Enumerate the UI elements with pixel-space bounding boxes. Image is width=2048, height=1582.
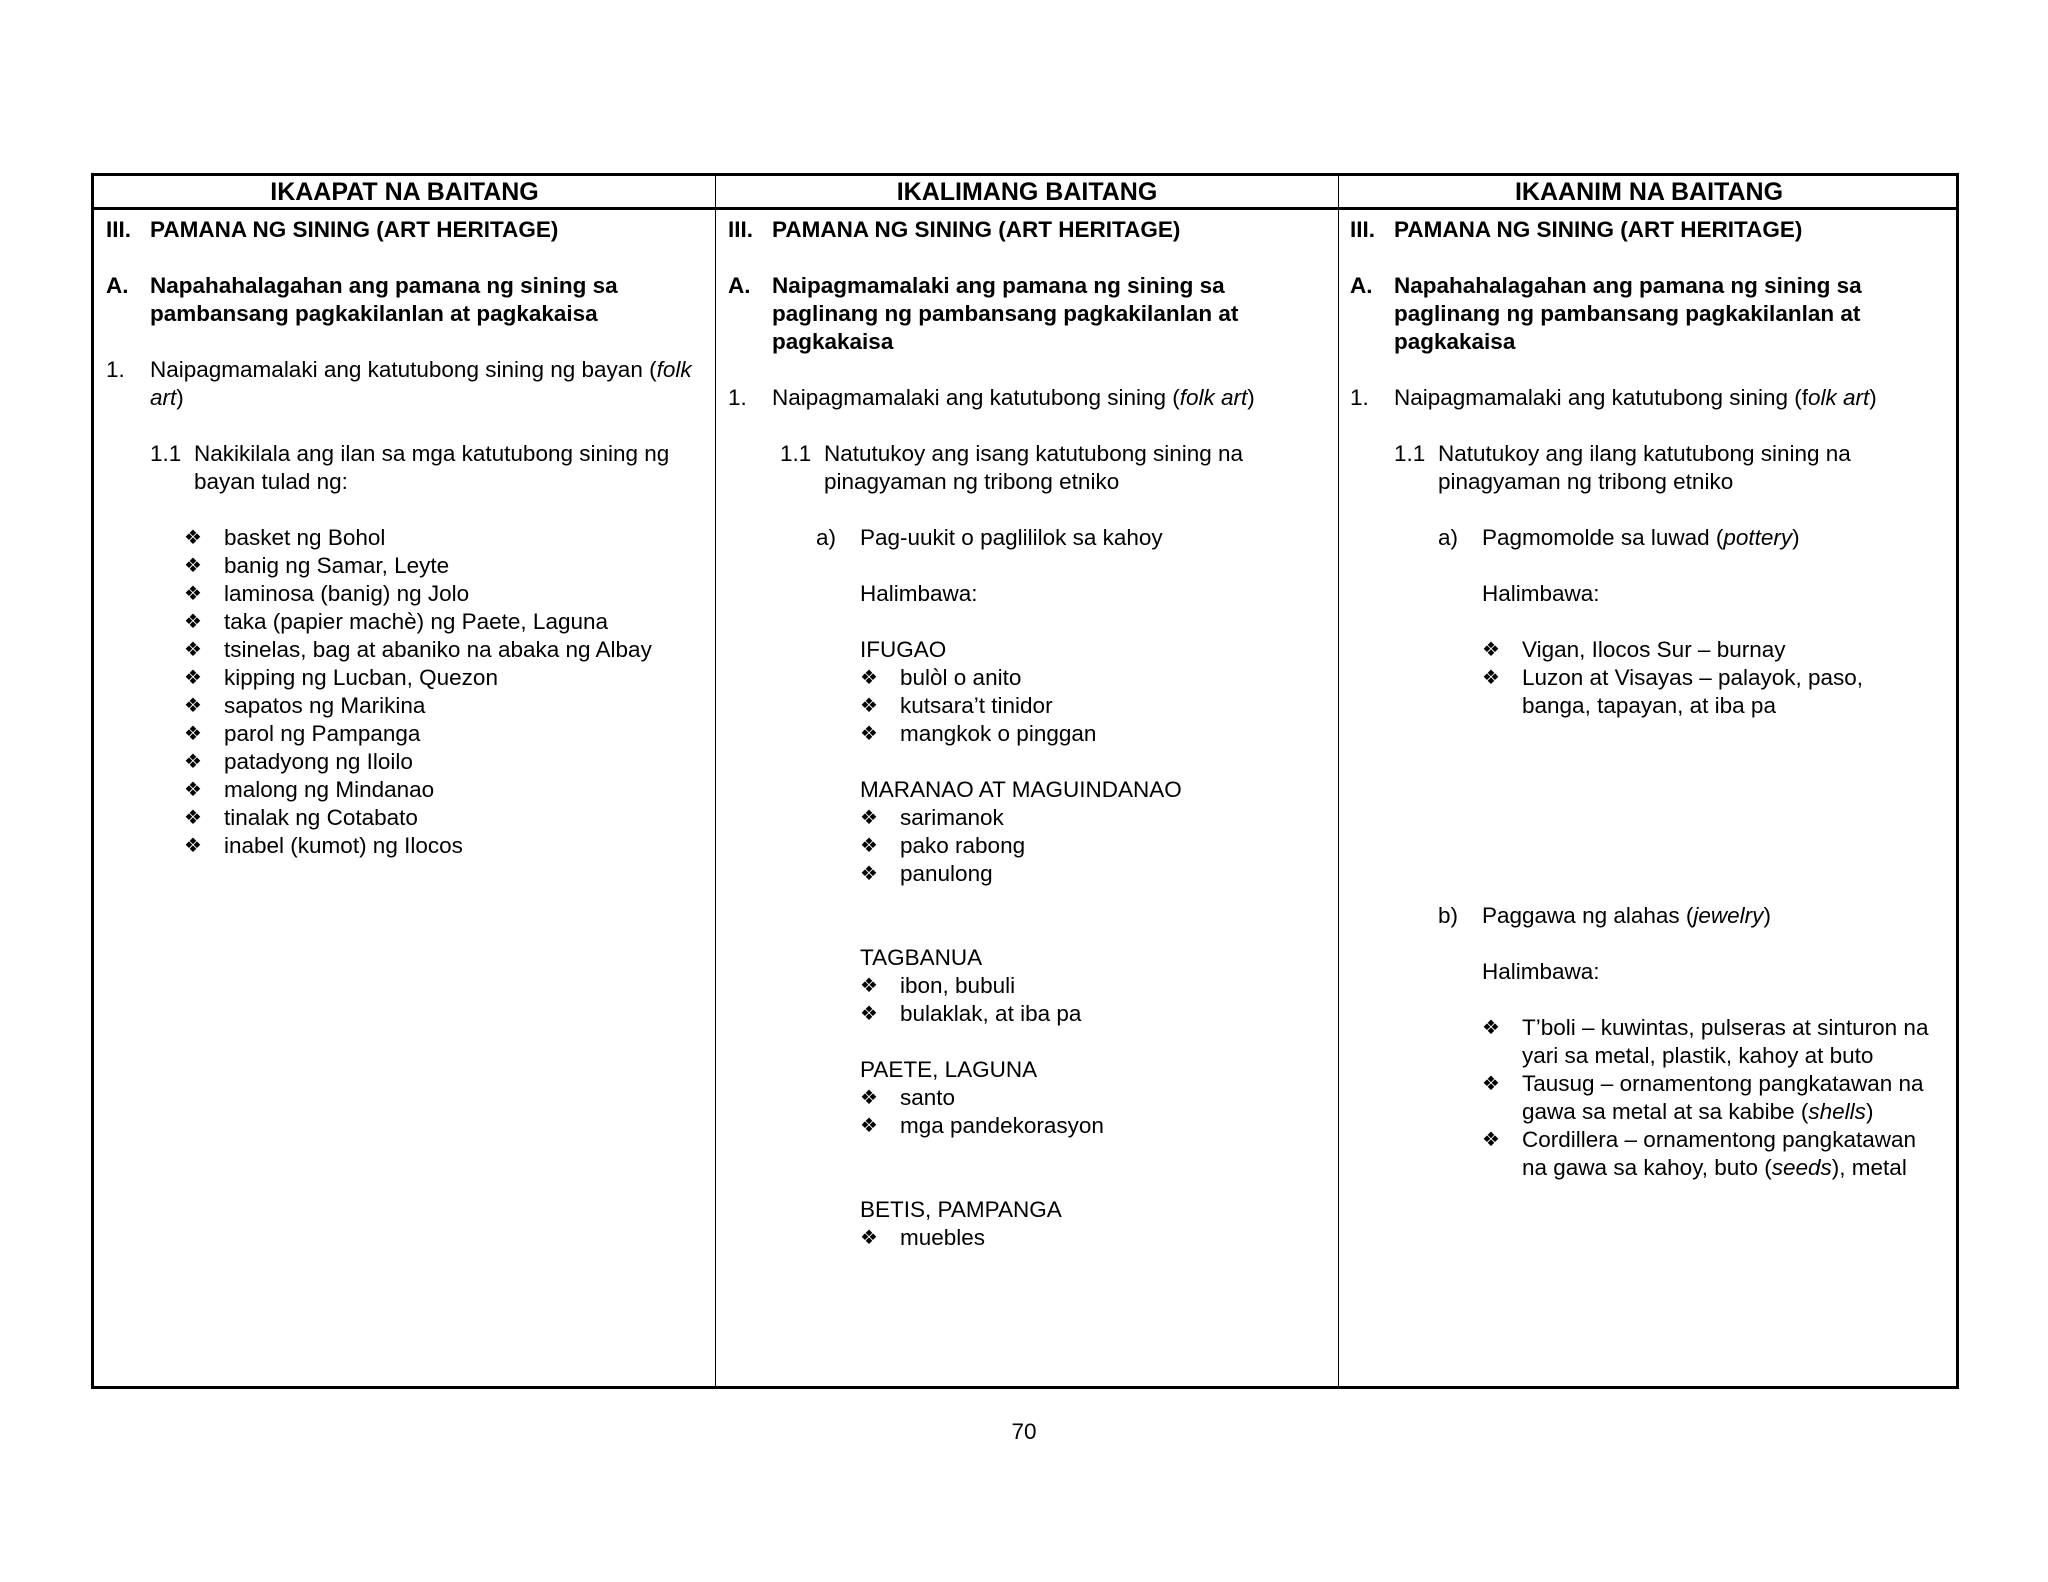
page-number: 70 [1011,1419,1037,1444]
list-item-text: bulòl o anito [900,665,1022,690]
list-item-em: seeds [1771,1155,1832,1180]
four-diamond-bullet-icon: ❖ [184,555,202,577]
list-item-text: Vigan, Ilocos Sur – burnay [1522,637,1786,662]
tribe-groups [860,636,1328,1252]
section-heading [728,216,1328,244]
grade-5-column [728,216,1328,1252]
list-item-text: parol ng Pampanga [224,721,421,746]
subitem-a-text: Pagmomolde sa luwad ( [1482,525,1724,550]
list-item-text: santo [900,1085,956,1110]
subitem-number: 1.1 [1394,441,1426,466]
four-diamond-bullet-icon: ❖ [860,975,878,997]
four-diamond-bullet-icon: ❖ [1482,1073,1500,1095]
four-diamond-bullet-icon: ❖ [860,807,878,829]
group-title: TAGBANUA [860,945,983,970]
list-item-text: sapatos ng Marikina [224,693,426,718]
objective-a [106,272,706,328]
list-item-text: panulong [900,861,993,886]
list-item [184,804,706,832]
subitem-letter: a) [816,525,837,550]
four-diamond-bullet-icon: ❖ [860,863,878,885]
example-label: Halimbawa: [1482,959,1600,984]
section-heading [1350,216,1950,244]
list-item [184,748,706,776]
curriculum-table [91,173,1959,1389]
item-text-end: ) [1869,385,1877,410]
list-item [860,860,1328,888]
list-item [184,636,706,664]
list-item [860,972,1328,1000]
example-label: Halimbawa: [1482,581,1600,606]
list-item [860,692,1328,720]
subitem-a-em: pottery [1723,525,1793,550]
four-diamond-bullet-icon: ❖ [860,1087,878,1109]
four-diamond-bullet-icon: ❖ [1482,1017,1500,1039]
objective-a [1350,272,1950,356]
section-number: III. [728,217,754,242]
item-text-em: folk art [150,357,692,410]
section-title: PAMANA NG SINING (ART HERITAGE) [772,217,1181,242]
subitem-text: Natutukoy ang ilang katutubong sining na pinagyaman ng tribong etniko [1438,441,1851,494]
item-text: Naipagmamalaki ang katutubong sining ng bayan ( [150,357,657,382]
header-grade-6: IKAANIM NA BAITANG [1514,178,1784,206]
list-item-text: taka (papier machè) ng Paete, Laguna [224,609,609,634]
four-diamond-bullet-icon: ❖ [860,1115,878,1137]
four-diamond-bullet-icon: ❖ [184,527,202,549]
four-diamond-bullet-icon: ❖ [860,667,878,689]
section-heading [106,216,706,244]
objective-text: Naipagmamalaki ang pamana ng sining sa paglinang ng pambansang pagkakilanlan at pagkakaisa [772,273,1239,354]
four-diamond-bullet-icon: ❖ [1482,1129,1500,1151]
four-diamond-bullet-icon: ❖ [184,695,202,717]
four-diamond-bullet-icon: ❖ [184,611,202,633]
subitem-b-text: Paggawa ng alahas ( [1482,903,1694,928]
section-number: III. [106,217,132,242]
item-text-end: ) [1247,385,1255,410]
four-diamond-bullet-icon: ❖ [184,667,202,689]
list-item-end: ) [1865,1099,1874,1124]
list-item [860,832,1328,860]
subitem-number: 1.1 [150,441,182,466]
subitem-text: Nakikilala ang ilan sa mga katutubong sining ng bayan tulad ng: [194,441,670,494]
list-item-text: Tausug – ornamentong pangkatawan na gawa sa metal at sa kabibe ( [1522,1071,1924,1124]
list-item-text: Cordillera – ornamentong pangkatawan na gawa sa kahoy, buto ( [1522,1127,1917,1180]
list-item [184,552,706,580]
section-number: III. [1350,217,1376,242]
list-item [184,524,706,552]
list-item-text: mga pandekorasyon [900,1113,1104,1138]
list-item-text: muebles [900,1225,986,1250]
four-diamond-bullet-icon: ❖ [184,779,202,801]
four-diamond-bullet-icon: ❖ [860,835,878,857]
list-item [1482,1126,1942,1182]
group-title: IFUGAO [860,637,947,662]
list-item-text: banig ng Samar, Leyte [224,553,450,578]
list-item [184,776,706,804]
four-diamond-bullet-icon: ❖ [184,639,202,661]
list-item-text: ibon, bubuli [900,973,1016,998]
four-diamond-bullet-icon: ❖ [1482,667,1500,689]
four-diamond-bullet-icon: ❖ [184,835,202,857]
grade-6-column [1350,216,1950,1182]
subitem-letter: a) [1438,525,1459,550]
objective-a [728,272,1328,356]
section-title: PAMANA NG SINING (ART HERITAGE) [1394,217,1803,242]
four-diamond-bullet-icon: ❖ [860,1227,878,1249]
subitem-text: Natutukoy ang isang katutubong sining na pinagyaman ng tribong etniko [824,441,1244,494]
list-item-text: Luzon at Visayas – palayok, paso, banga, tapayan, at iba pa [1522,665,1864,718]
subitem-number: 1.1 [780,441,812,466]
objective-letter: A. [106,273,129,298]
header-grade-5: IKALIMANG BAITANG [896,178,1158,206]
four-diamond-bullet-icon: ❖ [860,723,878,745]
four-diamond-bullet-icon: ❖ [184,751,202,773]
list-item [184,664,706,692]
list-item-text: T’boli – kuwintas, pulseras at sinturon na yari sa metal, plastik, kahoy at buto [1522,1015,1929,1068]
list-item-text: basket ng Bohol [224,525,386,550]
item-number: 1. [728,385,747,410]
list-item [860,1112,1328,1140]
list-item-text: laminosa (banig) ng Jolo [224,581,470,606]
group-title: BETIS, PAMPANGA [860,1197,1062,1222]
subitem-b-end: ) [1763,903,1771,928]
list-item-text: patadyong ng Iloilo [224,749,413,774]
list-item [1482,1014,1942,1070]
list-item-text: sarimanok [900,805,1004,830]
four-diamond-bullet-icon: ❖ [860,1003,878,1025]
subitem-1-1 [780,440,1328,496]
list-item [184,720,706,748]
four-diamond-bullet-icon: ❖ [184,807,202,829]
item-number: 1. [106,357,125,382]
subitem-b-em: jewelry [1693,903,1764,928]
list-item [860,720,1328,748]
list-item [860,664,1328,692]
item-text-em: olk art [1808,385,1870,410]
list-item-text: kutsara’t tinidor [900,693,1053,718]
subitem-letter: b) [1438,903,1459,928]
column-divider [1338,176,1339,1386]
item-text: Naipagmamalaki ang katutubong sining ( [772,385,1180,410]
jewelry-examples [1482,1014,1942,1182]
list-item-text: pako rabong [900,833,1026,858]
column-divider [715,176,716,1386]
table-header-row [94,176,1956,210]
list-item [1482,636,1922,664]
group-title: MARANAO AT MAGUINDANAO [860,777,1182,802]
list-item [860,804,1328,832]
list-item [1482,1070,1942,1126]
list-item [184,692,706,720]
list-item [1482,664,1922,720]
list-item-em: shells [1808,1099,1866,1124]
four-diamond-bullet-icon: ❖ [1482,639,1500,661]
list-item [184,832,706,860]
four-diamond-bullet-icon: ❖ [184,723,202,745]
section-title: PAMANA NG SINING (ART HERITAGE) [150,217,559,242]
objective-letter: A. [1350,273,1373,298]
folk-art-list [184,524,706,860]
item-text-em: folk art [1179,385,1248,410]
list-item [860,1084,1328,1112]
four-diamond-bullet-icon: ❖ [860,695,878,717]
list-item-text: bulaklak, at iba pa [900,1001,1082,1026]
list-item-text: tsinelas, bag at abaniko na abaka ng Albay [224,637,652,662]
list-item-end: ), metal [1831,1155,1907,1180]
subitem-a [816,524,1328,552]
objective-letter: A. [728,273,751,298]
example-label: Halimbawa: [860,581,978,606]
list-item-text: tinalak ng Cotabato [224,805,418,830]
item-number: 1. [1350,385,1369,410]
subitem-b [1438,902,1950,930]
list-item-text: mangkok o pinggan [900,721,1097,746]
list-item [184,580,706,608]
list-item [184,608,706,636]
item-text-end: ) [176,385,184,410]
subitem-1-1 [1394,440,1950,496]
four-diamond-bullet-icon: ❖ [184,583,202,605]
list-item-text: malong ng Mindanao [224,777,435,802]
header-grade-4: IKAAPAT NA BAITANG [270,178,539,206]
list-item-text: kipping ng Lucban, Quezon [224,665,498,690]
objective-text: Napahahalagahan ang pamana ng sining sa pambansang pagkakilanlan at pagkakaisa [150,273,618,326]
grade-4-column [106,216,706,860]
subitem-a [1438,524,1950,552]
subitem-1-1 [150,440,706,496]
subitem-a-text: Pag-uukit o paglililok sa kahoy [860,525,1163,550]
list-item-text: inabel (kumot) ng Ilocos [224,833,463,858]
item-1 [106,356,706,412]
list-item [860,1224,1328,1252]
objective-text: Napahahalagahan ang pamana ng sining sa paglinang ng pambansang pagkakilanlan at pagkakaisa [1394,273,1862,354]
list-item [860,1000,1328,1028]
item-text: Naipagmamalaki ang katutubong sining (f [1394,385,1808,410]
pottery-examples [1482,636,1922,720]
item-1 [1350,384,1950,412]
item-1 [728,384,1328,412]
subitem-a-end: ) [1792,525,1800,550]
group-title: PAETE, LAGUNA [860,1057,1038,1082]
